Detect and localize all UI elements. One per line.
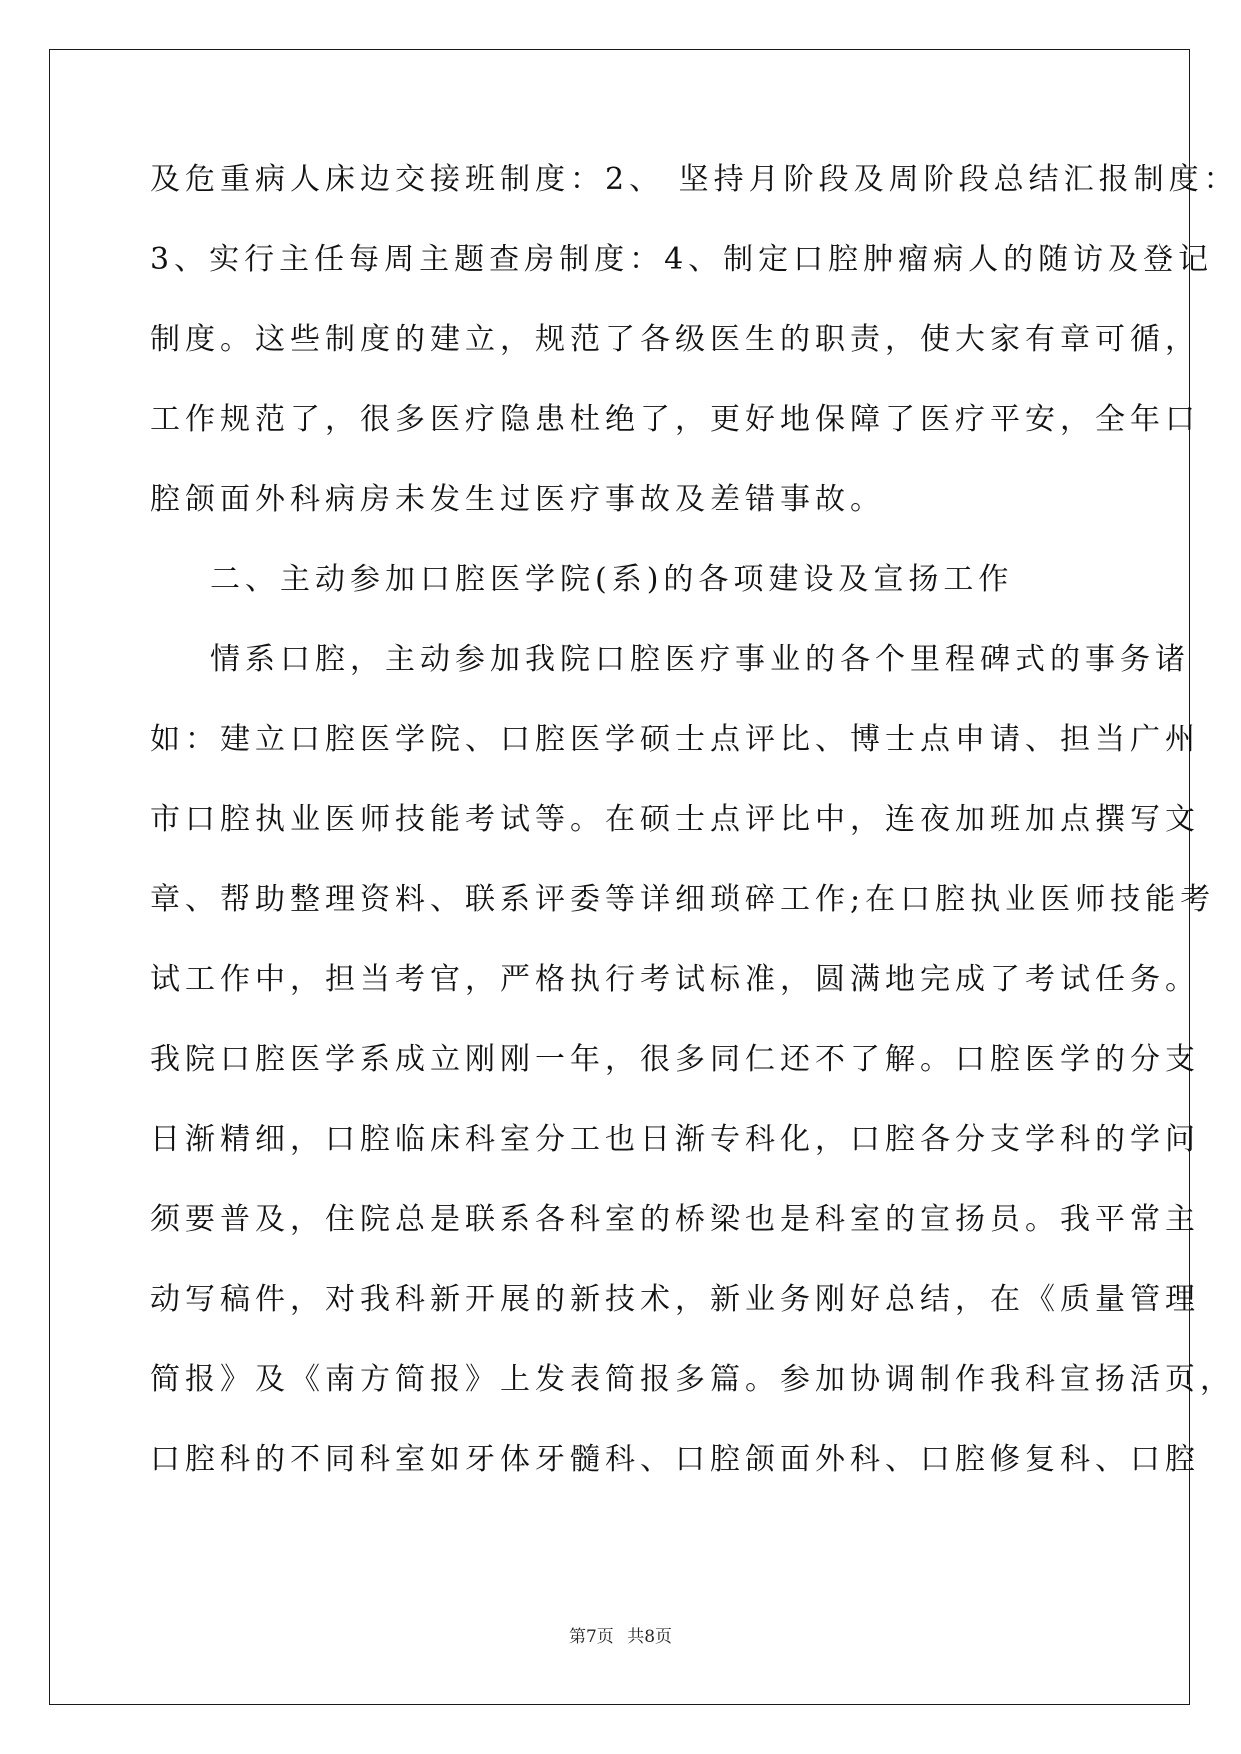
text-line: 我院口腔医学系成立刚刚一年，很多同仁还不了解。口腔医学的分支 [150,1042,1200,1077]
text-line: 试工作中，担当考官，严格执行考试标准，圆满地完成了考试任务。 [150,962,1200,997]
text-line: 情系口腔，主动参加我院口腔医疗事业的各个里程碑式的事务诸 [210,642,1190,677]
text-line: 及危重病人床边交接班制度：2、 坚持月阶段及周阶段总结汇报制度： [150,162,1239,197]
text-line: 制度。这些制度的建立，规范了各级医生的职责，使大家有章可循， [150,322,1200,357]
text-line: 市口腔执业医师技能考试等。在硕士点评比中，连夜加班加点撰写文 [150,802,1200,837]
text-line: 须要普及，住院总是联系各科室的桥梁也是科室的宣扬员。我平常主 [150,1202,1200,1237]
text-line: 日渐精细，口腔临床科室分工也日渐专科化，口腔各分支学科的学问 [150,1122,1200,1157]
section-heading: 二、主动参加口腔医学院(系)的各项建设及宣扬工作 [210,562,1014,597]
page-footer [0,1622,1241,1647]
text-line: 章、帮助整理资料、联系评委等详细琐碎工作;在口腔执业医师技能考 [150,882,1216,917]
text-line: 口腔科的不同科室如牙体牙髓科、口腔颌面外科、口腔修复科、口腔 [150,1442,1200,1477]
text-line: 腔颌面外科病房未发生过医疗事故及差错事故。 [150,482,885,517]
text-line: 3、实行主任每周主题查房制度：4、制定口腔肿瘤病人的随访及登记 [150,242,1214,277]
text-line: 简报》及《南方简报》上发表简报多篇。参加协调制作我科宣扬活页， [150,1362,1235,1397]
text-line: 动写稿件，对我科新开展的新技术，新业务刚好总结，在《质量管理 [150,1282,1200,1317]
text-line: 工作规范了，很多医疗隐患杜绝了，更好地保障了医疗平安，全年口 [150,402,1200,437]
page-total: 共8页 [627,1627,673,1647]
page-number: 第7页 [568,1627,614,1647]
text-line: 如：建立口腔医学院、口腔医学硕士点评比、博士点申请、担当广州 [150,722,1200,757]
